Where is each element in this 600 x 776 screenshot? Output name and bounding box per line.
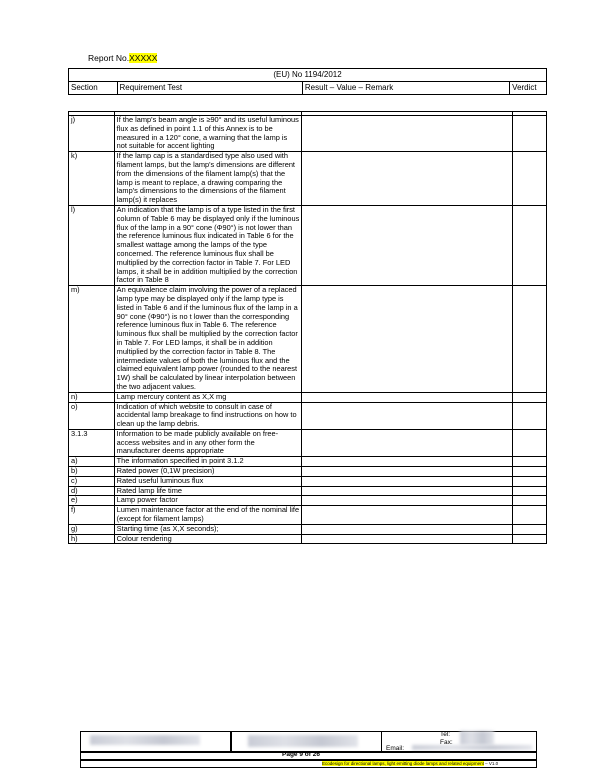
table-row [69,524,547,534]
table-row [69,467,547,477]
eco-design-note [322,761,498,766]
result-cell [302,152,513,206]
redacted-address [248,735,358,747]
section-cell: k) [69,152,115,206]
result-cell [302,457,513,467]
verdict-cell [513,476,547,486]
redacted-email [412,745,532,750]
verdict-cell [513,402,547,429]
requirement-cell: Lamp power factor [114,496,302,506]
requirements-table [68,111,547,544]
section-cell: n) [69,392,115,402]
report-number-value: XXXXX [129,53,158,63]
result-cell [302,402,513,429]
requirement-cell: Lumen maintenance factor at the end of the nominal life (except for filament lamps) [114,506,302,525]
result-cell [302,476,513,486]
result-cell [302,467,513,477]
redacted-logo [90,735,200,745]
requirement-cell: The information specified in point 3.1.2 [114,457,302,467]
result-cell [302,429,513,456]
verdict-cell [513,524,547,534]
col-result: Result – Value – Remark [302,82,509,95]
verdict-cell [513,429,547,456]
table-row [69,205,547,285]
header-table [68,68,547,95]
section-cell: d) [69,486,115,496]
result-cell [302,286,513,393]
table-row [69,286,547,393]
col-requirement: Requirement Test [117,82,302,95]
regulation-title: (EU) No 1194/2012 [69,69,547,82]
verdict-cell [513,496,547,506]
verdict-cell [513,152,547,206]
table-row [69,534,547,544]
result-cell [302,205,513,285]
section-cell: e) [69,496,115,506]
requirement-cell: Rated power (0,1W precision) [114,467,302,477]
eco-version: – V1.0 [485,761,499,766]
result-cell [302,506,513,525]
result-cell [302,116,513,152]
requirement-cell: Rated useful luminous flux [114,476,302,486]
verdict-cell [513,506,547,525]
report-number-label: Report No. [88,53,130,63]
requirement-cell: An equivalence claim involving the power of a replaced lamp type may be displayed only if the lamp type is listed in Table 6 and if the luminous flux of the lamp in a 90° cone (Φ90°) is no t lower than the corresponding reference luminous flux in Table 6. The reference luminous flux shall be multiplied by the correction factor in Table 7. For LED lamps, it shall be in addition multiplied by the correction factor in Table 8. The intermediate values of both the luminous flux and the claimed equivalent lamp power (rounded to the nearest 1W) shall be calculated by linear interpolation between the two adjacent values. [114,286,302,393]
requirement-cell: Colour rendering [114,534,302,544]
requirement-cell: Rated lamp life time [114,486,302,496]
eco-design-highlight: Ecodesign for directional lamps, light emitting diode lamps and related equipment [322,761,484,766]
section-cell: f) [69,506,115,525]
table-row [69,392,547,402]
section-cell: l) [69,205,115,285]
result-cell [302,524,513,534]
verdict-cell [513,486,547,496]
verdict-cell [513,534,547,544]
section-cell: g) [69,524,115,534]
result-cell [302,496,513,506]
requirement-cell: Information to be made publicly available on free-access websites and in any other form the manufacturer deems appropriate [114,429,302,456]
email-label: Email: [386,745,405,752]
section-cell: b) [69,467,115,477]
report-number [88,53,157,63]
requirement-cell: Lamp mercury content as X,X mg [114,392,302,402]
section-cell: c) [69,476,115,486]
table-row [69,429,547,456]
redacted-phone [460,731,494,745]
table-row [69,152,547,206]
tel-label: Tel: [440,731,451,738]
verdict-cell [513,467,547,477]
section-cell: a) [69,457,115,467]
table-row [69,506,547,525]
requirement-cell: Indication of which website to consult in case of accidental lamp breakage to find instructions on how to clean up the lamp debris. [114,402,302,429]
col-section: Section [69,82,118,95]
verdict-cell [513,457,547,467]
verdict-cell [513,286,547,393]
requirement-cell: If the lamp cap is a standardised type also used with filament lamps, but the lamp's dimensions are different from the dimensions of the filament lamp(s) that the lamp is meant to replace, a drawing comparing the lamp's dimensions to the dimensions of the filament lamp(s) it replaces [114,152,302,206]
section-cell: h) [69,534,115,544]
table-row [69,402,547,429]
fax-label: Fax: [440,739,453,746]
section-cell: j) [69,116,115,152]
result-cell [302,486,513,496]
section-cell: o) [69,402,115,429]
requirement-cell: If the lamp's beam angle is ≥90° and its useful luminous flux as defined in point 1.1 of this Annex is to be measured in a 120° cone, a warning that the lamp is not suitable for accent lighting [114,116,302,152]
col-verdict: Verdict [510,82,547,95]
requirement-cell: An indication that the lamp is of a type listed in the first column of Table 6 may be displayed only if the luminous flux of the lamp in a 90° cone (Φ90°) is not lower than the reference luminous flux indicated in Table 6 for the smallest wattage among the lamps of the type concerned. The reference luminous flux shall be multiplied by the correction factor in Table 7. For LED lamps, it shall be in addition multiplied by the correction factor in Table 8 [114,205,302,285]
requirement-cell: Starting time (as X,X seconds); [114,524,302,534]
section-cell: 3.1.3 [69,429,115,456]
verdict-cell [513,116,547,152]
section-cell: m) [69,286,115,393]
table-row [69,476,547,486]
verdict-cell [513,392,547,402]
result-cell [302,534,513,544]
page-number: Page 9 of 26 [282,751,320,758]
result-cell [302,392,513,402]
table-row [69,116,547,152]
verdict-cell [513,205,547,285]
